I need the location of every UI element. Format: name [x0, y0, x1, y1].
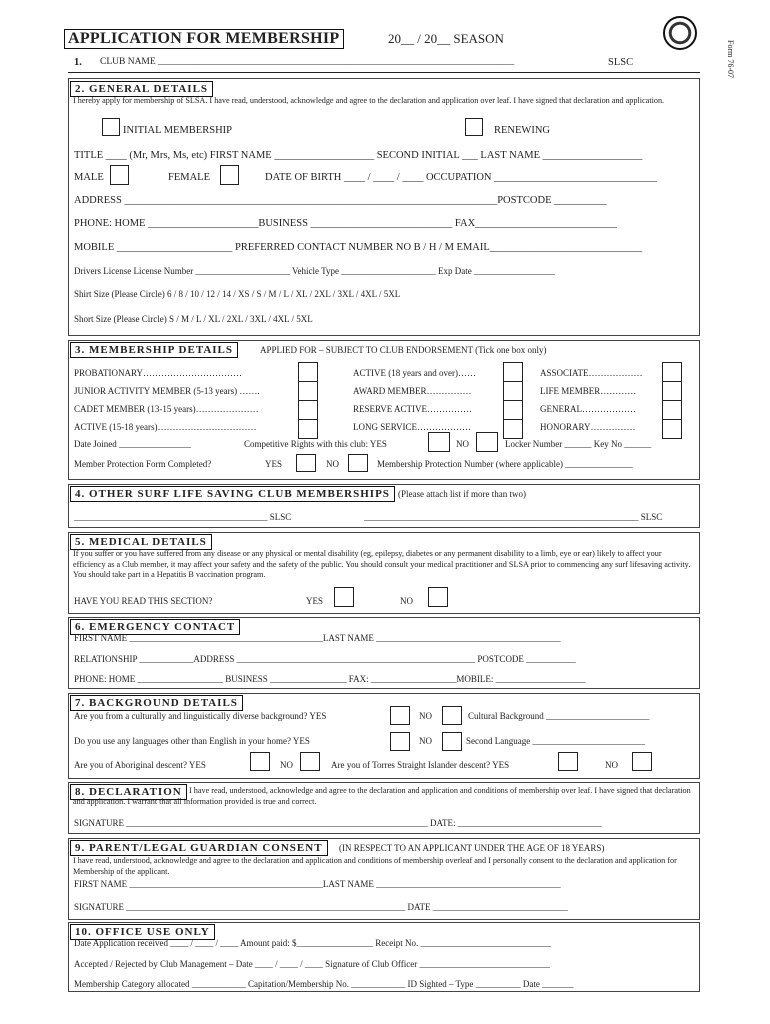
section-3-heading: 3. MEMBERSHIP DETAILS: [70, 342, 238, 358]
guardian-signature-row[interactable]: SIGNATURE ______________________________________________________________ DATE ______________________________: [74, 902, 568, 912]
award-member-label: AWARD MEMBER……………: [353, 386, 472, 396]
form-code: Form 76-07: [726, 40, 735, 78]
medical-no-label: NO: [400, 596, 413, 606]
form-title: APPLICATION FOR MEMBERSHIP: [64, 29, 344, 49]
section-4-heading: 4. OTHER SURF LIFE SAVING CLUB MEMBERSHIPS: [70, 486, 395, 502]
mobile-row[interactable]: MOBILE ______________________ PREFERRED CONTACT NUMBER NO B / H / M EMAIL_____________________________: [74, 242, 643, 253]
second-language-field[interactable]: Second Language _________________________: [466, 736, 645, 746]
female-label: FEMALE: [168, 172, 210, 183]
initial-membership-label: INITIAL MEMBERSHIP: [123, 125, 232, 136]
section-5-heading: 5. MEDICAL DETAILS: [70, 534, 212, 550]
aboriginal-question: Are you of Aboriginal descent? YES: [74, 760, 206, 770]
slsa-logo: [663, 16, 697, 50]
initial-membership-checkbox[interactable]: [102, 118, 120, 136]
section-6-heading: 6. EMERGENCY CONTACT: [70, 619, 240, 635]
torres-strait-no-checkbox[interactable]: [632, 752, 652, 771]
guardian-names-row[interactable]: FIRST NAME ___________________________________________LAST NAME _________________________________________: [74, 879, 561, 889]
reserve-active-checkbox[interactable]: [503, 400, 523, 420]
cultural-background-field[interactable]: Cultural Background _______________________: [468, 711, 650, 721]
honorary-label: HONORARY……………: [540, 422, 636, 432]
emergency-names-row[interactable]: FIRST NAME ___________________________________________LAST NAME _________________________________________: [74, 633, 561, 643]
general-label: GENERAL………………: [540, 404, 636, 414]
phone-row[interactable]: PHONE: HOME _____________________BUSINESS ___________________________ FAX___________________________: [74, 218, 617, 229]
honorary-checkbox[interactable]: [662, 419, 682, 439]
short-size-row[interactable]: Short Size (Please Circle) S / M / L / XL / 2XL / 3XL / 4XL / 5XL: [74, 314, 313, 324]
section-8-heading: 8. DECLARATION: [70, 784, 187, 800]
torres-strait-yes-checkbox[interactable]: [558, 752, 578, 771]
cald-no-label: NO: [419, 711, 432, 721]
other-club-2-field[interactable]: _____________________________________________________________ SLSC: [364, 512, 663, 522]
emergency-relationship-row[interactable]: RELATIONSHIP ____________ADDRESS _____________________________________________________ POSTCODE ___________: [74, 654, 576, 664]
section-2-heading: 2. GENERAL DETAILS: [70, 81, 213, 97]
life-member-label: LIFE MEMBER…………: [540, 386, 637, 396]
club-name-suffix: SLSC: [608, 57, 634, 68]
protection-no-label: NO: [326, 459, 339, 469]
torres-strait-question: Are you of Torres Straight Islander descent? YES: [331, 760, 510, 770]
renewing-label: RENEWING: [494, 125, 550, 136]
active-15-18-checkbox[interactable]: [298, 419, 318, 439]
competitive-rights-label: Competitive Rights with this club: YES: [244, 439, 387, 449]
long-service-label: LONG SERVICE………………: [353, 422, 472, 432]
life-member-checkbox[interactable]: [662, 381, 682, 401]
protection-no-checkbox[interactable]: [348, 454, 368, 472]
date-joined-field[interactable]: Date Joined ________________: [74, 439, 191, 449]
other-club-1-field[interactable]: ___________________________________________ SLSC: [74, 512, 292, 522]
associate-label: ASSOCIATE………………: [540, 368, 643, 378]
section-1-number: 1.: [74, 57, 82, 68]
cadet-checkbox[interactable]: [298, 400, 318, 420]
associate-checkbox[interactable]: [662, 362, 682, 382]
drivers-license-row[interactable]: Drivers License License Number _____________________ Vehicle Type _____________________ Exp Date __________________: [74, 266, 555, 276]
aboriginal-yes-checkbox[interactable]: [250, 752, 270, 771]
medical-read-question: HAVE YOU READ THIS SECTION?: [74, 596, 213, 606]
male-checkbox[interactable]: [110, 165, 129, 185]
section-10-heading: 10. OFFICE USE ONLY: [70, 924, 215, 940]
title-name-row[interactable]: TITLE ____ (Mr, Mrs, Ms, etc) FIRST NAME ___________________ SECOND INITIAL ___ LAST NAME ___________________: [74, 150, 643, 161]
language-yes-checkbox[interactable]: [390, 732, 410, 751]
guardian-consent-sub: (IN RESPECT TO AN APPLICANT UNDER THE AGE OF 18 YEARS): [339, 843, 605, 853]
section-7-heading: 7. BACKGROUND DETAILS: [70, 695, 243, 711]
probationary-checkbox[interactable]: [298, 362, 318, 382]
reserve-active-label: RESERVE ACTIVE……………: [353, 404, 473, 414]
protection-number-field[interactable]: Membership Protection Number (where applicable) _______________: [377, 459, 633, 469]
shirt-size-row[interactable]: Shirt Size (Please Circle) 6 / 8 / 10 / 12 / 14 / XS / S / M / L / XL / 2XL / 3XL / 4XL / 5XL: [74, 289, 401, 299]
protection-yes-label: YES: [265, 459, 283, 469]
office-row-1[interactable]: Date Application received ____ / ____ / ____ Amount paid: $_________________ Receipt No. _____________________________: [74, 938, 551, 948]
dob-occupation-row[interactable]: DATE OF BIRTH ____ / ____ / ____ OCCUPATION _______________________________: [265, 172, 657, 183]
section-9-heading: 9. PARENT/LEGAL GUARDIAN CONSENT: [70, 840, 328, 856]
cald-question: Are you from a culturally and linguistically diverse background? YES: [74, 711, 327, 721]
general-checkbox[interactable]: [662, 400, 682, 420]
competitive-rights-yes-checkbox[interactable]: [428, 432, 450, 452]
medical-yes-label: YES: [306, 596, 324, 606]
applied-for-label: APPLIED FOR – SUBJECT TO CLUB ENDORSEMENT (Tick one box only): [260, 345, 547, 355]
general-intro: I hereby apply for membership of SLSA. I have read, understood, acknowledge and agree to the declaration and application over leaf. I have signed that declaration and application.: [73, 96, 665, 105]
office-row-3[interactable]: Membership Category allocated ____________ Capitation/Membership No. ____________ ID Sighted – Type __________ Date _______: [74, 979, 574, 989]
active-15-18-label: ACTIVE (15-18 years)……………………………: [74, 422, 257, 432]
renewing-checkbox[interactable]: [465, 118, 483, 136]
season-label: 20__ / 20__ SEASON: [388, 31, 504, 46]
competitive-rights-no-checkbox[interactable]: [476, 432, 498, 452]
cadet-label: CADET MEMBER (13-15 years)…………………: [74, 404, 259, 414]
declaration-text: I have read, understood, acknowledge and agree to the declaration and application and conditions of membership over leaf. I have signed that declaration and application. I warrant that all information provided is true and correct.: [73, 786, 691, 806]
medical-no-checkbox[interactable]: [428, 587, 448, 607]
other-memberships-note: (Please attach list if more than two): [398, 489, 526, 499]
club-name-field[interactable]: CLUB NAME ___________________________________________________________________________: [100, 57, 515, 67]
medical-yes-checkbox[interactable]: [334, 587, 354, 607]
probationary-label: PROBATIONARY……………………………: [74, 368, 243, 378]
torres-strait-no-label: NO: [605, 760, 618, 770]
male-label: MALE: [74, 172, 104, 183]
active-18-label: ACTIVE (18 years and over)……: [353, 368, 476, 378]
emergency-phone-row[interactable]: PHONE: HOME ___________________ BUSINESS _________________ FAX: ___________________MOBILE: ____________________: [74, 674, 586, 684]
language-no-checkbox[interactable]: [442, 732, 462, 751]
protection-yes-checkbox[interactable]: [296, 454, 316, 472]
declaration-signature-row[interactable]: SIGNATURE ___________________________________________________________________ DATE: ________________________________: [74, 818, 602, 828]
cald-no-checkbox[interactable]: [442, 706, 462, 725]
language-no-label: NO: [419, 736, 432, 746]
guardian-consent-text: I have read, understood, acknowledge and agree to the declaration and application and conditions of membership overleaf and I personally consent to the declaration and application for Membership of the applicant.: [73, 856, 677, 876]
medical-text: If you suffer or you have suffered from any disease or any physical or mental disability (eg, epilepsy, diabetes or any permanent disability to a limb, eye or ear) likely to affect your efficiency as a Club member, it may affect your safety and the safety of the public. You should consult your medical practitioner and SLSA prior to commencing any surf lifesaving activity. You should take part in a Hepatitis B vaccination program.: [73, 549, 691, 579]
address-row[interactable]: ADDRESS _______________________________________________________________________POSTCODE __________: [74, 195, 607, 206]
cald-yes-checkbox[interactable]: [390, 706, 410, 725]
language-question: Do you use any languages other than English in your home? YES: [74, 736, 310, 746]
competitive-rights-no-label: NO: [456, 439, 469, 449]
office-row-2[interactable]: Accepted / Rejected by Club Management – Date ____ / ____ / ____ Signature of Club Officer _____________________________: [74, 959, 550, 969]
junior-activity-checkbox[interactable]: [298, 381, 318, 401]
protection-form-label: Member Protection Form Completed?: [74, 459, 212, 469]
long-service-checkbox[interactable]: [503, 419, 523, 439]
junior-activity-label: JUNIOR ACTIVITY MEMBER (5-13 years) …….: [74, 386, 260, 396]
active-18-checkbox[interactable]: [503, 362, 523, 382]
locker-key-fields[interactable]: Locker Number ______ Key No ______: [505, 439, 652, 449]
aboriginal-no-label: NO: [280, 760, 293, 770]
award-member-checkbox[interactable]: [503, 381, 523, 401]
female-checkbox[interactable]: [220, 165, 239, 185]
aboriginal-no-checkbox[interactable]: [300, 752, 320, 771]
